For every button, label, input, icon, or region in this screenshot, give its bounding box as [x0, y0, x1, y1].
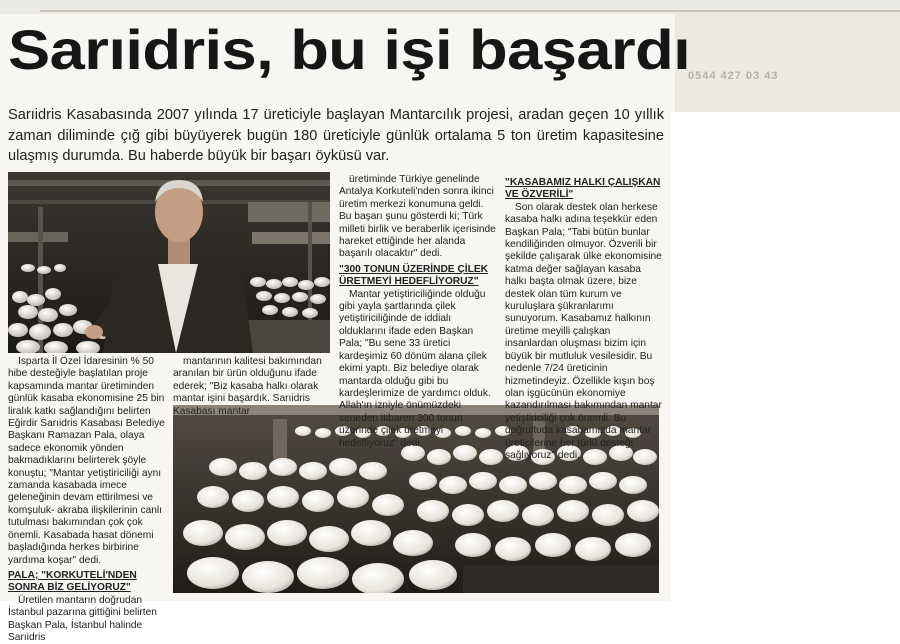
subheading: "300 TONUN ÜZERİNDE ÇİLEK ÜRETMEYİ HEDEFLİYORUZ"	[339, 263, 488, 288]
body-paragraph: Son olarak destek olan herkese kasaba halkı adına teşekkür eden Başkan Pala; "Tabi bütün bunlar kendiliğinden olmuyor. Özverili bir şekilde çalışarak ülke ekonomisine katma değer sağlayan kasaba halkı başta olmak üzere, bize destek olan tüm kurum ve kuruluşlara şükranlarımı sunuyorum. Kasabamız halkının üretime meyilli çalışkan insanlardan oluşması bizim için büyük bir mutluluk vesilesidir. Bu nedenle 7/24 üreticinin hizmetindeyiz. Özellikle kışın boş olan işgücünün ekonomiye kazandırılması bakımından mantar yetiştiriciliği çok önemli. Bu doğrultuda kasabamızda mantar üreticilerine her türlü desteği sağlıyoruz" dedi.	[505, 201, 662, 461]
lead-paragraph: Sarıidris Kasabasında 2007 yılında 17 üreticiyle başlayan Mantarcılık projesi, aradan geçen 10 yıllık zaman diliminde çığ gibi büyüyerek bugün 180 üreticiyle günlük ortalama 5 ton üretim kapasitesine ulaşmış durumda. Bu haberde büyük bir başarı öyküsü var.	[8, 107, 664, 164]
column-3	[339, 174, 498, 450]
column-4	[505, 174, 665, 462]
photo-mayor-in-mushroom-farm	[8, 172, 330, 353]
body-paragraph: Mantar yetiştiriciliğinde olduğu gibi yayla şartlarında çilek yetiştiriciliğinde de iddialı olduklarını ifade eden Başkan Pala; "Bu sene 33 üretici kardeşimiz 60 dönüm alana çilek ekimi yaptı. Biz belediye olarak mantarda olduğu gibi bu kardeşlerimize de yardımcı olduk. Allah'ın izniyle önümüzdeki seneden itibaren 300 tonun üzerinde çilek üretmeyi hedefliyoruz" dedi.	[339, 288, 491, 449]
subheading: PALA; "KORKUTELİ'NDEN SONRA BİZ GELİYORUZ"	[8, 569, 137, 594]
adjacent-article-fragment	[675, 14, 900, 112]
body-paragraph: Isparta İl Özel İdaresinin % 50 hibe desteğiyle başlatılan proje kapsamında mantar üretiminden günlük kasaba ekonomisine 25 bin liralık katkı sağlandığını belirten Eğirdir Sarıidris Kasabası Belediye Başkanı Ramazan Pala, olaya sadece ekonomik yönden bakmadıklarını belirterek şöyle konuştu; "Mantar yetiştiriciliği aynı zamanda kasabada imece geleneğinin devam ettirilmesi ve komşuluk- akraba ilişkilerinin canlı tutulması bakımından çok çok önemli. Kasabada hasat dönemi başladığında herkes birbirine yardıma koşar" dedi.	[8, 356, 165, 566]
body-paragraph: mantarının kalitesi bakımından aranılan bir ürün olduğunu ifade ederek; "Biz kasaba halkı olarak mantar işini başardık. Sarıidris Kasabası mantar	[173, 356, 322, 417]
blank-margin	[671, 112, 900, 601]
corner-phone-fragment: 0544 427 03 43	[688, 70, 779, 82]
body-paragraph: üretiminde Türkiye genelinde Antalya Korkuteli'nden sonra ikinci üretim merkezi konumuna geldi. Bu başarı şunu gösterdi ki; Türk milleti birlik ve beraberlik içerisinde hareket ettiğinde her alanda başarılı olacaktır" dedi.	[339, 174, 496, 260]
subheading: "KASABAMIZ HALKI ÇALIŞKAN VE ÖZVERİLİ"	[505, 177, 661, 201]
column-2	[173, 356, 333, 418]
top-rule	[40, 10, 900, 12]
body-paragraph: Üretilen mantarın doğrudan İstanbul pazarına gittiğini belirten Başkan Pala, İstanbul halinde Sarıidris	[8, 594, 157, 643]
headline: Sarıidris, bu işi başardı	[8, 18, 691, 81]
